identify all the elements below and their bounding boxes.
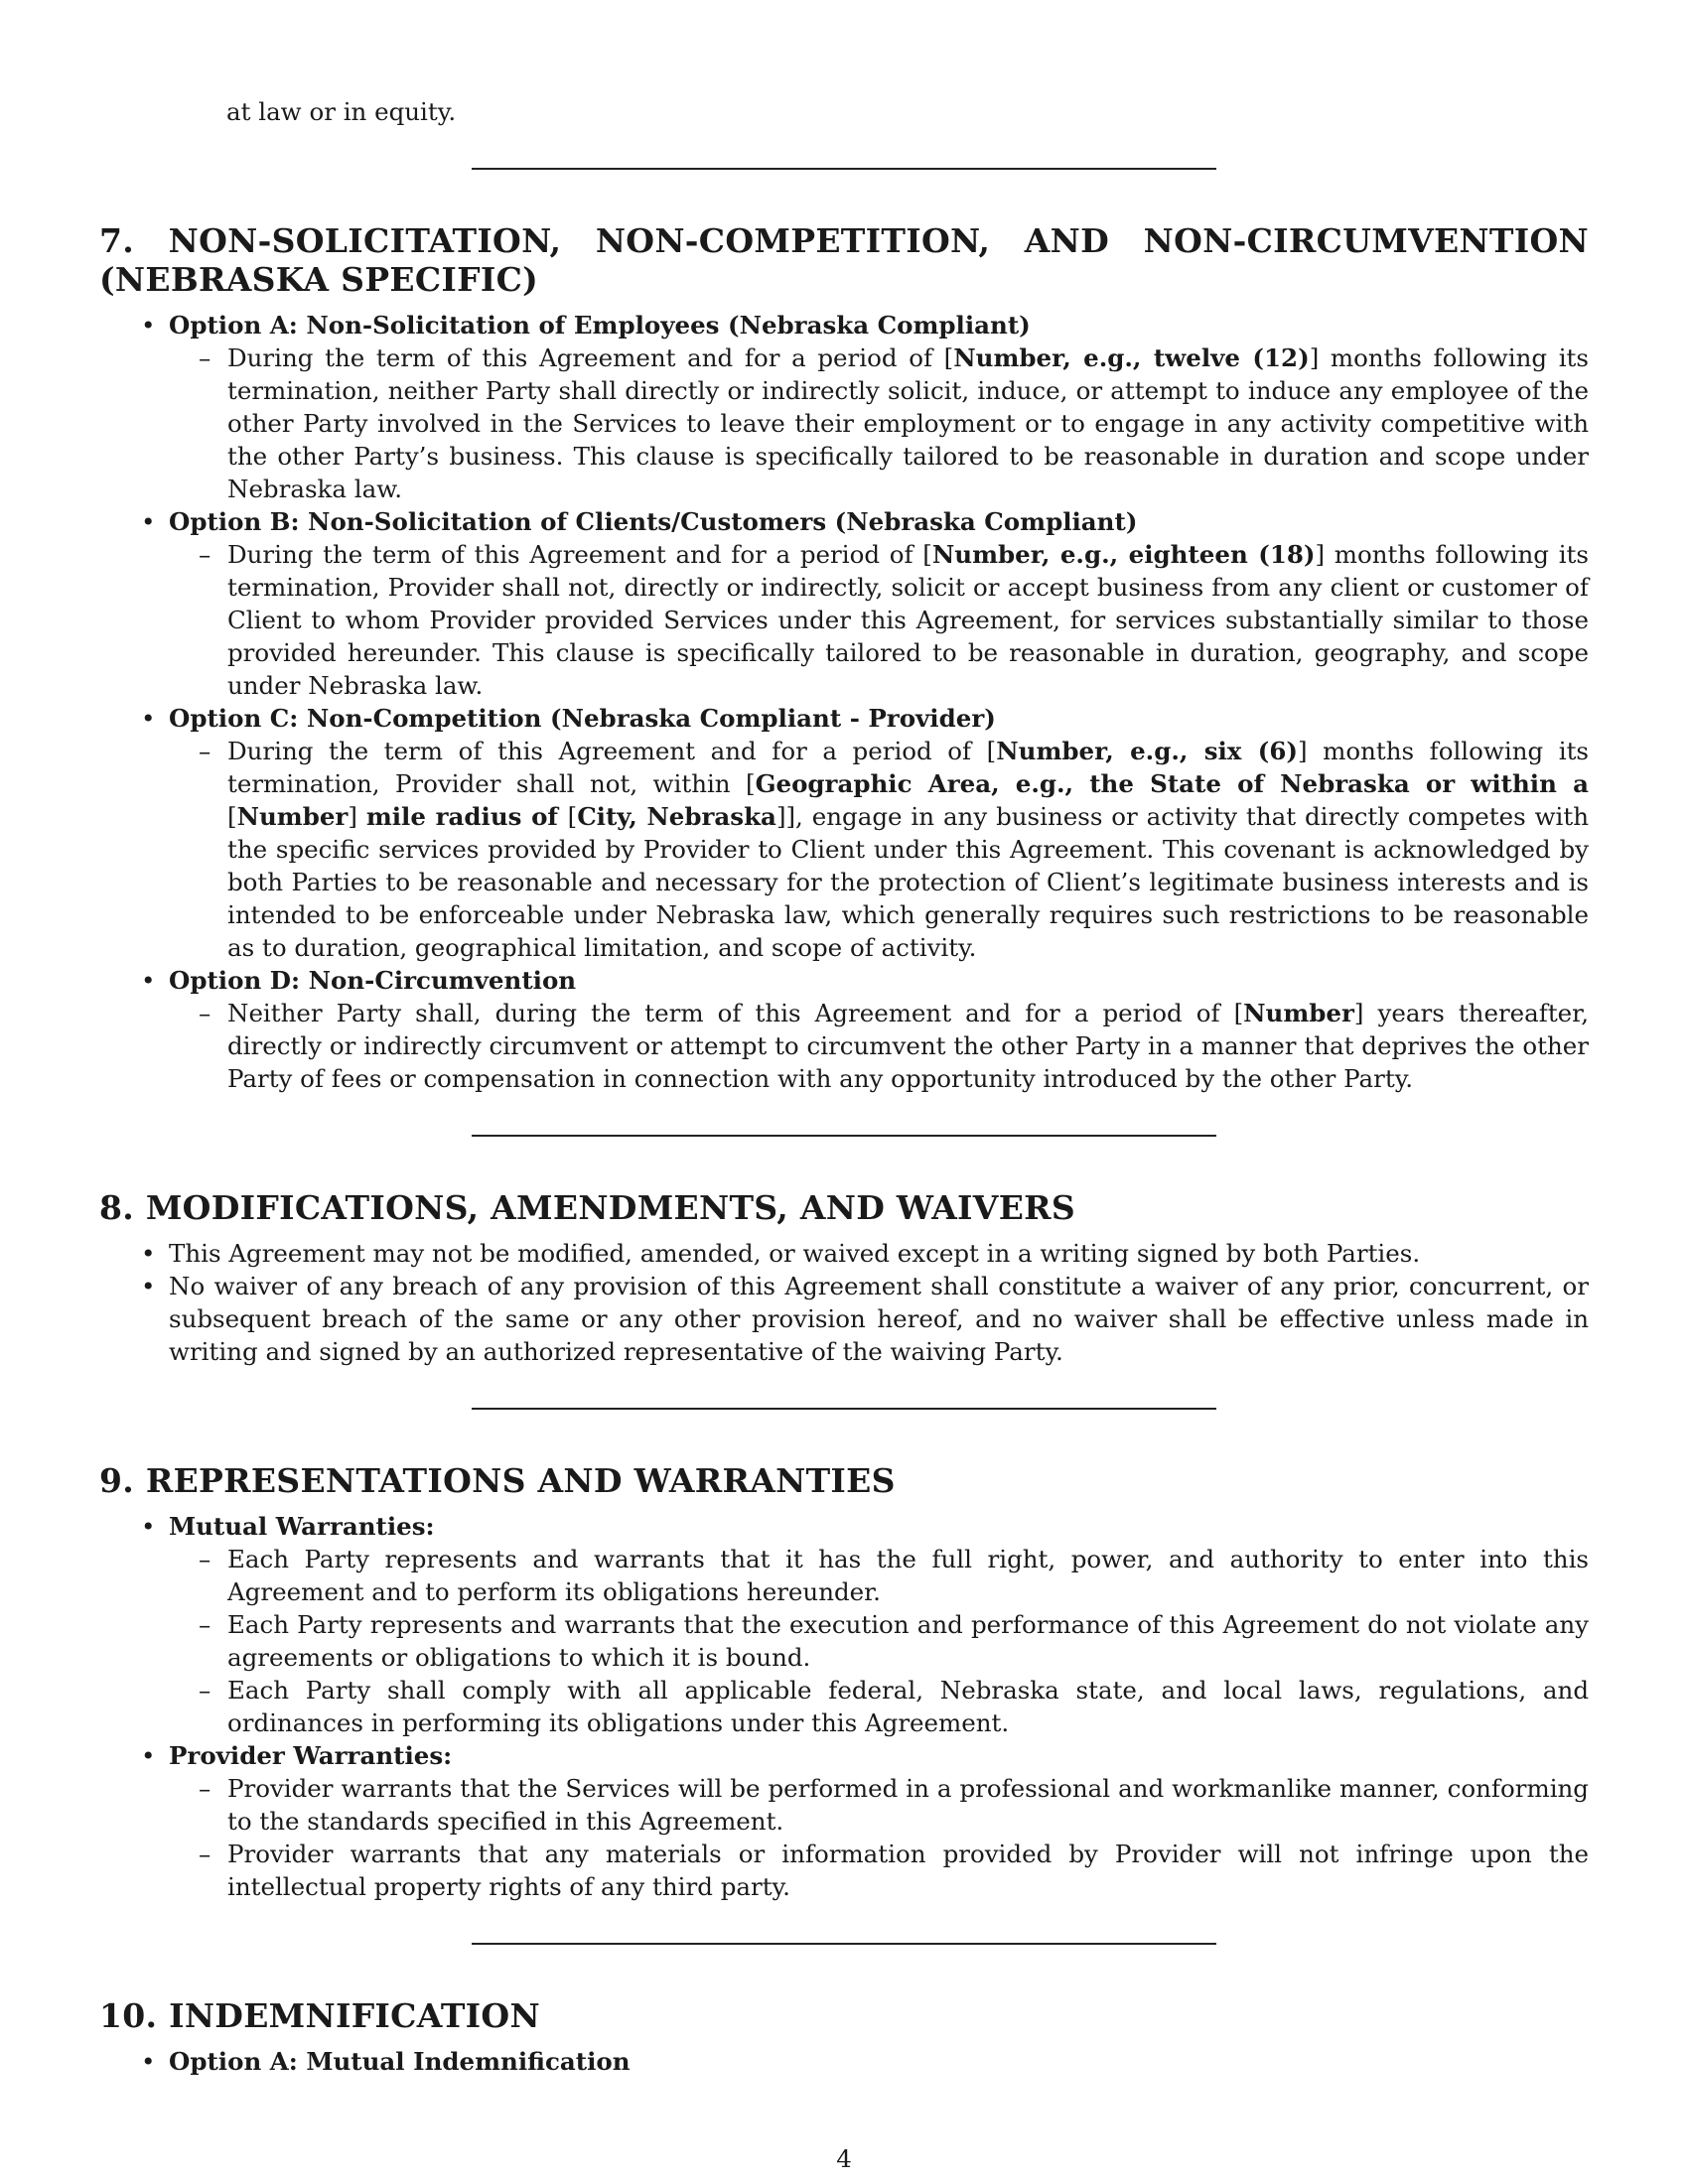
provider-warranties-title: Provider Warranties: (169, 1741, 453, 1770)
section-10-heading: 10. INDEMNIFICATION (99, 1996, 540, 2035)
mutual-warranties-item (99, 1510, 1589, 1739)
section-divider (472, 1135, 1216, 1137)
section-10-items (99, 2045, 1589, 2078)
list-item: – Provider warrants that the Services will be performed in a professional and workmanlike manner, conforming to the standards specified in this Agreement. (169, 1772, 1589, 1838)
option-d-item (99, 964, 1589, 1095)
list-item: • No waiver of any breach of any provision of this Agreement shall constitute a waiver of any prior, concurrent, or subsequent breach of the same or any other provision hereof, and no waiver shall be effective unless made in writing and signed by an authorized representative of the waiving Party. (99, 1270, 1589, 1368)
option-c-clause: – During the term of this Agreement and for a period of [Number, e.g., six (6)] months following its termination, Provider shall not, within [Geographic Area, e.g., the State of Nebraska or within a [Number] mile radius of [City, Nebraska]], engage in any business or activity that directly competes with the specific services provided by Provider to Client under this Agreement. This covenant is acknowledged by both Parties to be reasonable and necessary for the protection of Client’s legitimate business interests and is intended to be enforceable under Nebraska law, which generally requires such restrictions to be reasonable as to duration, geographical limitation, and scope of activity. (169, 735, 1589, 964)
option-b-title: Option B: Non-Solicitation of Clients/Customers (Nebraska Compliant) (169, 507, 1138, 536)
option-b-item (99, 505, 1589, 702)
option-b-clause: – During the term of this Agreement and for a period of [Number, e.g., eighteen (18)] months following its termination, Provider shall not, directly or indirectly, solicit or accept business from any client or customer of Client to whom Provider provided Services under this Agreement, for services substantially similar to those provided hereunder. This clause is specifically tailored to be reasonable in duration, geography, and scope under Nebraska law. (169, 538, 1589, 702)
page-number: 4 (836, 2144, 852, 2173)
option-a-item (99, 309, 1589, 505)
section-8-items (99, 1237, 1589, 1368)
list-item: – Each Party represents and warrants that it has the full right, power, and authority to enter into this Agreement and to perform its obligations hereunder. (169, 1543, 1589, 1608)
list-item: – Each Party represents and warrants that the execution and performance of this Agreement do not violate any agreements or obligations to which it is bound. (169, 1608, 1589, 1674)
option-c-item (99, 702, 1589, 964)
option-c-title: Option C: Non-Competition (Nebraska Compliant - Provider) (169, 704, 996, 733)
mutual-warranties-title: Mutual Warranties: (169, 1512, 435, 1541)
section-7-options (99, 309, 1589, 1095)
option-a-indemnification-item (99, 2045, 1589, 2078)
continuation-text: at law or in equity. (226, 97, 457, 126)
option-a-title: Option A: Non-Solicitation of Employees (Nebraska Compliant) (169, 311, 1031, 340)
option-d-clause: – Neither Party shall, during the term of this Agreement and for a period of [Number] years thereafter, directly or indirectly circumvent or attempt to circumvent the other Party in a manner that deprives the other Party of fees or compensation in connection with any opportunity introduced by the other Party. (169, 997, 1589, 1095)
list-item: • This Agreement may not be modified, amended, or waived except in a writing signed by both Parties. (99, 1237, 1589, 1270)
section-divider (472, 1408, 1216, 1410)
list-item: – Provider warrants that any materials or information provided by Provider will not infringe upon the intellectual property rights of any third party. (169, 1838, 1589, 1903)
option-a-indemnification-title: Option A: Mutual Indemnification (169, 2047, 631, 2076)
option-a-clause: – During the term of this Agreement and for a period of [Number, e.g., twelve (12)] months following its termination, neither Party shall directly or indirectly solicit, induce, or attempt to induce any employee of the other Party involved in the Services to leave their employment or to engage in any activity competitive with the other Party’s business. This clause is specifically tailored to be reasonable in duration and scope under Nebraska law. (169, 341, 1589, 505)
section-divider (472, 1943, 1216, 1945)
section-divider (472, 168, 1216, 170)
section-9-items (99, 1510, 1589, 1903)
section-9-heading: 9. REPRESENTATIONS AND WARRANTIES (99, 1461, 896, 1500)
list-item: – Each Party shall comply with all applicable federal, Nebraska state, and local laws, regulations, and ordinances in performing its obligations under this Agreement. (169, 1674, 1589, 1739)
option-d-title: Option D: Non-Circumvention (169, 966, 577, 995)
section-7-heading: 7. NON-SOLICITATION, NON-COMPETITION, AND NON-CIRCUMVENTION (NEBRASKA SPECIFIC) (99, 221, 1589, 299)
provider-warranties-item (99, 1739, 1589, 1903)
section-8-heading: 8. MODIFICATIONS, AMENDMENTS, AND WAIVERS (99, 1188, 1076, 1227)
